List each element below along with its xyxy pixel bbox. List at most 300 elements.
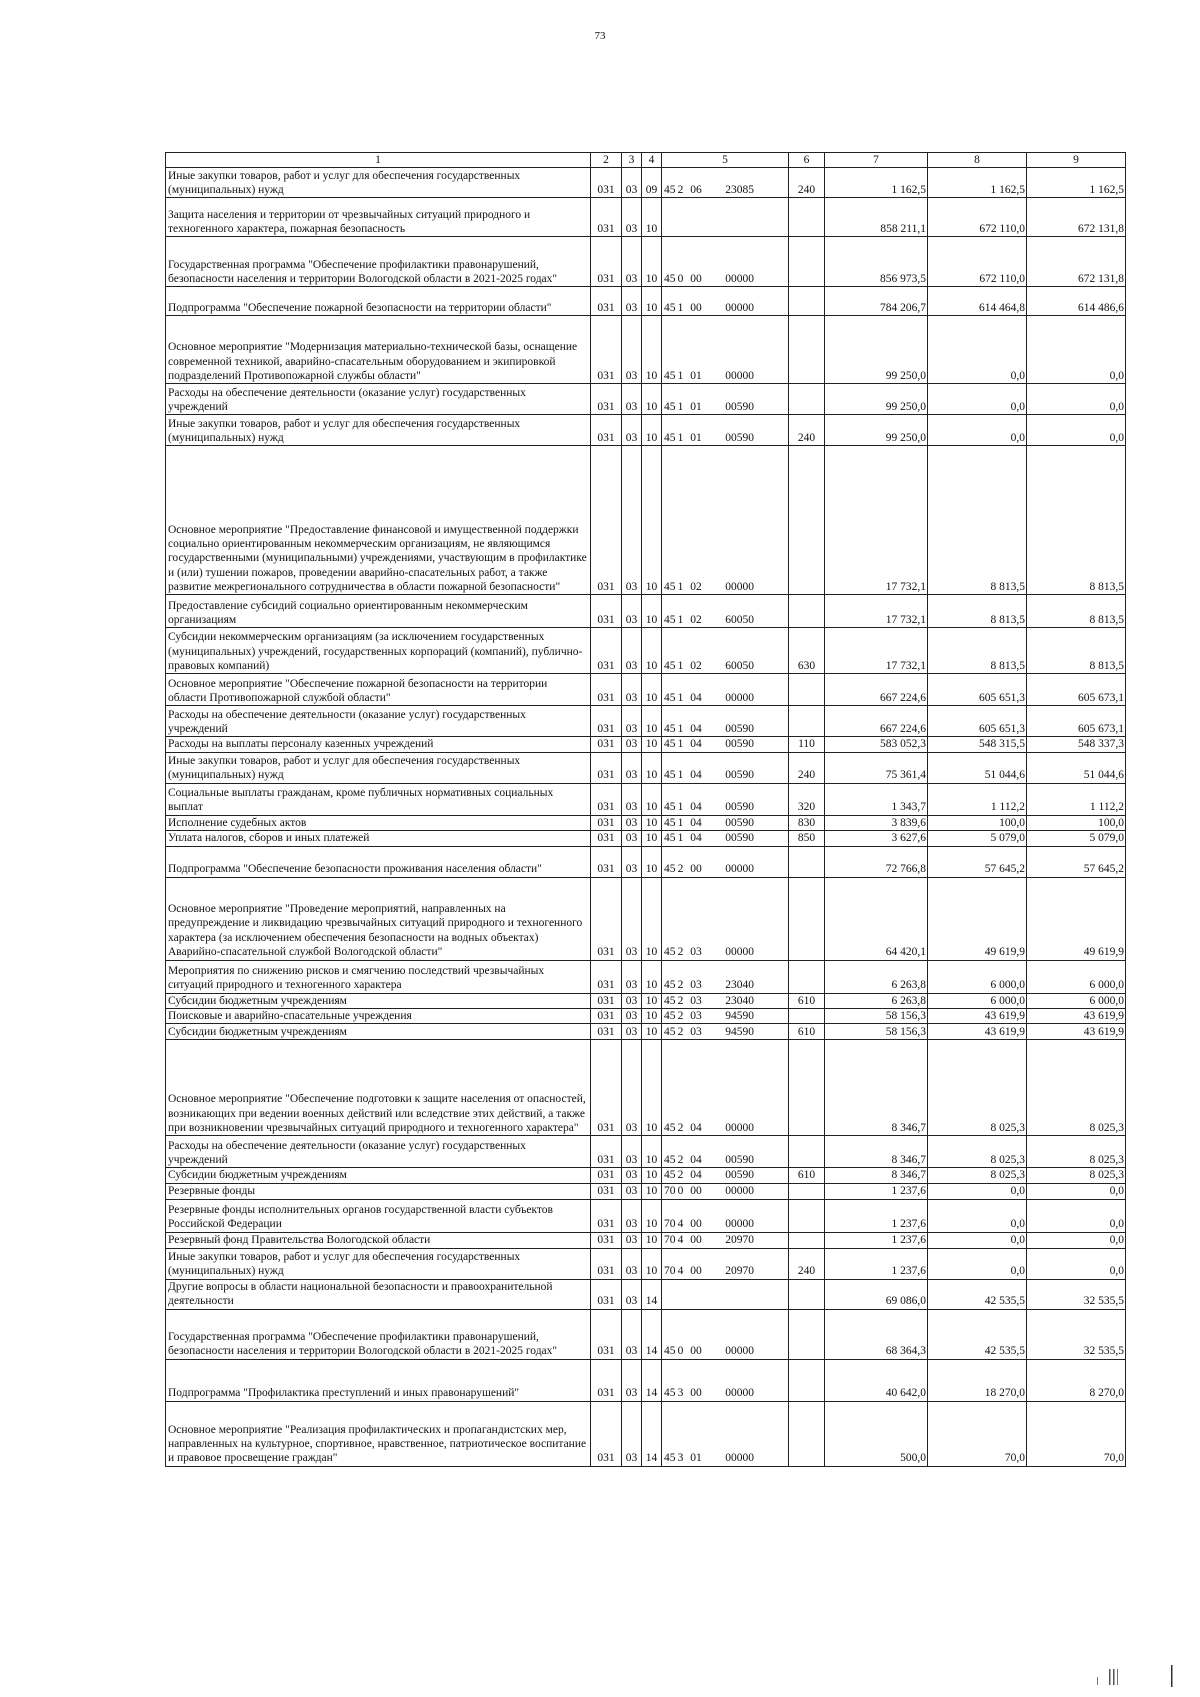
amount-col9: 1 112,2 bbox=[1027, 783, 1126, 815]
amount-col9: 70,0 bbox=[1027, 1401, 1126, 1466]
target-code bbox=[662, 1168, 789, 1183]
target-direction: 23085 bbox=[725, 184, 754, 196]
target-event: 00 bbox=[690, 1234, 702, 1247]
admin-code: 031 bbox=[591, 1136, 622, 1168]
expense-type-code bbox=[789, 1232, 825, 1248]
admin-code: 031 bbox=[591, 595, 622, 628]
target-program: 45 bbox=[664, 994, 676, 1007]
target-event: 03 bbox=[690, 1025, 702, 1038]
section-code: 03 bbox=[622, 1279, 642, 1309]
row-name: Социальные выплаты гражданам, кроме публичных нормативных социальных выплат bbox=[166, 783, 591, 815]
amount-col9: 8 813,5 bbox=[1027, 628, 1126, 674]
section-code: 03 bbox=[622, 846, 642, 877]
column-header: 4 bbox=[642, 153, 662, 168]
target-event: 02 bbox=[690, 660, 702, 672]
target-code bbox=[662, 1309, 789, 1359]
target-event: 03 bbox=[690, 946, 702, 959]
table-row bbox=[166, 960, 1126, 993]
column-header: 1 bbox=[166, 153, 591, 168]
admin-code: 031 bbox=[591, 287, 622, 316]
target-subprogram: 1 bbox=[677, 801, 684, 814]
admin-code: 031 bbox=[591, 1040, 622, 1136]
target-direction: 23040 bbox=[725, 979, 754, 992]
expense-type-code: 240 bbox=[789, 415, 825, 446]
section-code: 03 bbox=[622, 1359, 642, 1401]
expense-type-code: 630 bbox=[789, 628, 825, 674]
table-row bbox=[166, 1248, 1126, 1279]
amount-col8: 0,0 bbox=[928, 384, 1027, 415]
admin-code: 031 bbox=[591, 815, 622, 830]
row-name: Иные закупки товаров, работ и услуг для обеспечения государственных (муниципальных) нужд bbox=[166, 168, 591, 198]
target-subprogram: 2 bbox=[677, 184, 684, 196]
target-program: 45 bbox=[664, 660, 676, 672]
amount-col7: 40 642,0 bbox=[825, 1359, 928, 1401]
amount-col8: 51 044,6 bbox=[928, 752, 1027, 783]
table-row bbox=[166, 783, 1126, 815]
column-header: 3 bbox=[622, 153, 642, 168]
amount-col8: 0,0 bbox=[928, 1183, 1027, 1199]
section-code: 03 bbox=[622, 1232, 642, 1248]
table-row bbox=[166, 1136, 1126, 1168]
amount-col8: 43 619,9 bbox=[928, 1008, 1027, 1023]
table-row bbox=[166, 446, 1126, 595]
section-code: 03 bbox=[622, 1040, 642, 1136]
amount-col9: 0,0 bbox=[1027, 415, 1126, 446]
row-name: Уплата налогов, сборов и иных платежей bbox=[166, 831, 591, 846]
amount-col7: 6 263,8 bbox=[825, 960, 928, 993]
admin-code: 031 bbox=[591, 237, 622, 287]
admin-code: 031 bbox=[591, 877, 622, 960]
target-program: 45 bbox=[664, 723, 676, 735]
target-code bbox=[662, 993, 789, 1008]
amount-col7: 17 732,1 bbox=[825, 628, 928, 674]
target-subprogram: 1 bbox=[677, 370, 684, 382]
amount-col7: 583 052,3 bbox=[825, 737, 928, 752]
admin-code: 031 bbox=[591, 1359, 622, 1401]
amount-col9: 0,0 bbox=[1027, 384, 1126, 415]
amount-col7: 75 361,4 bbox=[825, 752, 928, 783]
amount-col7: 667 224,6 bbox=[825, 674, 928, 706]
amount-col7: 99 250,0 bbox=[825, 415, 928, 446]
section-code: 03 bbox=[622, 384, 642, 415]
section-code: 03 bbox=[622, 706, 642, 737]
column-header: 5 bbox=[662, 153, 789, 168]
amount-col7: 6 263,8 bbox=[825, 993, 928, 1008]
row-name: Мероприятия по снижению рисков и смягчению последствий чрезвычайных ситуаций природного и техногенного характера bbox=[166, 960, 591, 993]
table-row bbox=[166, 1232, 1126, 1248]
target-program: 45 bbox=[664, 1009, 676, 1022]
target-program: 45 bbox=[664, 302, 676, 314]
target-program: 45 bbox=[664, 1345, 676, 1358]
amount-col7: 3 627,6 bbox=[825, 831, 928, 846]
row-name: Поисковые и аварийно-спасательные учреждения bbox=[166, 1008, 591, 1023]
target-direction: 20970 bbox=[725, 1234, 754, 1247]
amount-col8: 8 025,3 bbox=[928, 1168, 1027, 1183]
target-event: 04 bbox=[690, 801, 702, 814]
target-subprogram: 1 bbox=[677, 614, 684, 626]
target-subprogram: 2 bbox=[677, 863, 684, 876]
target-direction: 00590 bbox=[725, 401, 754, 413]
table-row bbox=[166, 877, 1126, 960]
target-direction: 00590 bbox=[725, 801, 754, 814]
target-direction: 00000 bbox=[725, 1121, 754, 1134]
admin-code: 031 bbox=[591, 993, 622, 1008]
target-subprogram: 1 bbox=[677, 832, 684, 845]
table-row bbox=[166, 1183, 1126, 1199]
section-code: 03 bbox=[622, 168, 642, 198]
target-code bbox=[662, 1040, 789, 1136]
amount-col9: 6 000,0 bbox=[1027, 993, 1126, 1008]
target-code bbox=[662, 1008, 789, 1023]
target-code bbox=[662, 316, 789, 384]
target-program: 45 bbox=[664, 273, 676, 285]
subsection-code: 14 bbox=[642, 1401, 662, 1466]
subsection-code: 14 bbox=[642, 1279, 662, 1309]
amount-col7: 99 250,0 bbox=[825, 384, 928, 415]
admin-code: 031 bbox=[591, 1248, 622, 1279]
amount-col7: 1 237,6 bbox=[825, 1183, 928, 1199]
amount-col7: 667 224,6 bbox=[825, 706, 928, 737]
amount-col9: 100,0 bbox=[1027, 815, 1126, 830]
target-subprogram: 1 bbox=[677, 660, 684, 672]
amount-col7: 68 364,3 bbox=[825, 1309, 928, 1359]
target-subprogram: 2 bbox=[677, 1121, 684, 1134]
expense-type-code bbox=[789, 1183, 825, 1199]
table-row bbox=[166, 316, 1126, 384]
amount-col8: 8 813,5 bbox=[928, 446, 1027, 595]
amount-col7: 856 973,5 bbox=[825, 237, 928, 287]
subsection-code: 14 bbox=[642, 1359, 662, 1401]
subsection-code: 10 bbox=[642, 706, 662, 737]
amount-col9: 0,0 bbox=[1027, 1248, 1126, 1279]
row-name: Иные закупки товаров, работ и услуг для обеспечения государственных (муниципальных) нужд bbox=[166, 415, 591, 446]
target-code bbox=[662, 168, 789, 198]
amount-col7: 58 156,3 bbox=[825, 1024, 928, 1040]
row-name: Расходы на выплаты персоналу казенных учреждений bbox=[166, 737, 591, 752]
target-event: 01 bbox=[690, 401, 702, 413]
table-row bbox=[166, 1008, 1126, 1023]
subsection-code: 10 bbox=[642, 960, 662, 993]
target-event: 01 bbox=[690, 1452, 702, 1465]
row-name: Иные закупки товаров, работ и услуг для обеспечения государственных (муниципальных) нужд bbox=[166, 752, 591, 783]
amount-col9: 32 535,5 bbox=[1027, 1309, 1126, 1359]
row-name: Основное мероприятие "Проведение мероприятий, направленных на предупреждение и ликвидацию чрезвычайных ситуаций природного и техногенного характера (за исключением обеспечения безопасности на водных объектах) Аварийно-спасательной службой Вологодской области" bbox=[166, 877, 591, 960]
target-program: 45 bbox=[664, 432, 676, 444]
amount-col7: 58 156,3 bbox=[825, 1008, 928, 1023]
subsection-code: 10 bbox=[642, 1024, 662, 1040]
target-direction: 60050 bbox=[725, 614, 754, 626]
amount-col8: 0,0 bbox=[928, 1199, 1027, 1232]
amount-col9: 6 000,0 bbox=[1027, 960, 1126, 993]
table-row bbox=[166, 198, 1126, 237]
amount-col9: 0,0 bbox=[1027, 1183, 1126, 1199]
target-subprogram: 1 bbox=[677, 816, 684, 829]
row-name: Субсидии некоммерческим организациям (за исключением государственных (муниципальных) учреждений, государственных корпораций (компаний), публично-правовых компаний) bbox=[166, 628, 591, 674]
target-code bbox=[662, 1232, 789, 1248]
expense-type-code bbox=[789, 1040, 825, 1136]
section-code: 03 bbox=[622, 1183, 642, 1199]
subsection-code: 10 bbox=[642, 1183, 662, 1199]
amount-col8: 42 535,5 bbox=[928, 1279, 1027, 1309]
expense-type-code bbox=[789, 384, 825, 415]
subsection-code: 10 bbox=[642, 737, 662, 752]
expense-type-code: 610 bbox=[789, 1168, 825, 1183]
subsection-code: 10 bbox=[642, 815, 662, 830]
row-name: Субсидии бюджетным учреждениям bbox=[166, 993, 591, 1008]
table-row bbox=[166, 706, 1126, 737]
target-event: 01 bbox=[690, 432, 702, 444]
section-code: 03 bbox=[622, 831, 642, 846]
expense-type-code bbox=[789, 1199, 825, 1232]
section-code: 03 bbox=[622, 1136, 642, 1168]
amount-col8: 5 079,0 bbox=[928, 831, 1027, 846]
row-name: Основное мероприятие "Модернизация материально-технической базы, оснащение современной техникой, аварийно-спасательным оборудованием и экипировкой подразделений Противопожарной службы области" bbox=[166, 316, 591, 384]
amount-col9: 51 044,6 bbox=[1027, 752, 1126, 783]
amount-col8: 18 270,0 bbox=[928, 1359, 1027, 1401]
column-header: 6 bbox=[789, 153, 825, 168]
admin-code: 031 bbox=[591, 737, 622, 752]
subsection-code: 10 bbox=[642, 1040, 662, 1136]
table-row bbox=[166, 1040, 1126, 1136]
target-direction: 00000 bbox=[725, 1452, 754, 1465]
section-code: 03 bbox=[622, 628, 642, 674]
target-code bbox=[662, 752, 789, 783]
table-row bbox=[166, 168, 1126, 198]
expense-type-code bbox=[789, 1008, 825, 1023]
target-subprogram: 1 bbox=[677, 692, 684, 704]
target-event: 01 bbox=[690, 370, 702, 382]
target-code bbox=[662, 846, 789, 877]
admin-code: 031 bbox=[591, 1232, 622, 1248]
expense-type-code: 110 bbox=[789, 737, 825, 752]
amount-col9: 1 162,5 bbox=[1027, 168, 1126, 198]
target-direction: 94590 bbox=[725, 1025, 754, 1038]
target-subprogram: 2 bbox=[677, 1169, 684, 1182]
target-event: 04 bbox=[690, 816, 702, 829]
row-name: Расходы на обеспечение деятельности (оказание услуг) государственных учреждений bbox=[166, 384, 591, 415]
amount-col7: 17 732,1 bbox=[825, 446, 928, 595]
table-row bbox=[166, 993, 1126, 1008]
target-direction: 00590 bbox=[725, 816, 754, 829]
subsection-code: 10 bbox=[642, 1199, 662, 1232]
amount-col7: 8 346,7 bbox=[825, 1168, 928, 1183]
row-name: Расходы на обеспечение деятельности (оказание услуг) государственных учреждений bbox=[166, 1136, 591, 1168]
expense-type-code bbox=[789, 1359, 825, 1401]
target-program: 45 bbox=[664, 581, 676, 593]
amount-col8: 70,0 bbox=[928, 1401, 1027, 1466]
target-program: 45 bbox=[664, 1452, 676, 1465]
target-code bbox=[662, 415, 789, 446]
table-row bbox=[166, 1401, 1126, 1466]
target-subprogram: 2 bbox=[677, 1025, 684, 1038]
row-name: Государственная программа "Обеспечение профилактики правонарушений, безопасности населения и территории Вологодской области в 2021-2025 годах" bbox=[166, 1309, 591, 1359]
target-code bbox=[662, 237, 789, 287]
column-number-row bbox=[166, 153, 1126, 168]
table-row bbox=[166, 815, 1126, 830]
target-event: 04 bbox=[690, 692, 702, 704]
row-name: Предоставление субсидий социально ориентированным некоммерческим организациям bbox=[166, 595, 591, 628]
section-code: 03 bbox=[622, 1309, 642, 1359]
target-subprogram: 1 bbox=[677, 723, 684, 735]
target-program: 45 bbox=[664, 946, 676, 959]
target-subprogram: 1 bbox=[677, 769, 684, 782]
target-direction: 00000 bbox=[725, 1185, 754, 1198]
amount-col7: 1 237,6 bbox=[825, 1232, 928, 1248]
amount-col9: 49 619,9 bbox=[1027, 877, 1126, 960]
amount-col9: 0,0 bbox=[1027, 1199, 1126, 1232]
amount-col7: 17 732,1 bbox=[825, 595, 928, 628]
section-code: 03 bbox=[622, 815, 642, 830]
table-row bbox=[166, 1024, 1126, 1040]
admin-code: 031 bbox=[591, 831, 622, 846]
amount-col8: 0,0 bbox=[928, 316, 1027, 384]
admin-code: 031 bbox=[591, 446, 622, 595]
table-row bbox=[166, 1199, 1126, 1232]
target-program: 45 bbox=[664, 769, 676, 782]
target-program: 45 bbox=[664, 1121, 676, 1134]
section-code: 03 bbox=[622, 316, 642, 384]
subsection-code: 14 bbox=[642, 1309, 662, 1359]
expense-type-code: 240 bbox=[789, 752, 825, 783]
amount-col8: 0,0 bbox=[928, 415, 1027, 446]
target-direction: 60050 bbox=[725, 660, 754, 672]
target-program: 70 bbox=[664, 1265, 676, 1278]
target-direction: 00000 bbox=[725, 1218, 754, 1231]
target-program: 45 bbox=[664, 1169, 676, 1182]
admin-code: 031 bbox=[591, 1183, 622, 1199]
admin-code: 031 bbox=[591, 706, 622, 737]
target-code bbox=[662, 384, 789, 415]
target-code bbox=[662, 1183, 789, 1199]
target-code bbox=[662, 1401, 789, 1466]
section-code: 03 bbox=[622, 1401, 642, 1466]
target-program: 45 bbox=[664, 832, 676, 845]
amount-col7: 64 420,1 bbox=[825, 877, 928, 960]
expense-type-code bbox=[789, 446, 825, 595]
section-code: 03 bbox=[622, 783, 642, 815]
table-row bbox=[166, 752, 1126, 783]
subsection-code: 10 bbox=[642, 198, 662, 237]
target-event: 04 bbox=[690, 1121, 702, 1134]
expense-type-code bbox=[789, 674, 825, 706]
target-event: 00 bbox=[690, 302, 702, 314]
section-code: 03 bbox=[622, 993, 642, 1008]
section-code: 03 bbox=[622, 237, 642, 287]
target-event: 00 bbox=[690, 1185, 702, 1198]
target-direction: 00590 bbox=[725, 723, 754, 735]
subsection-code: 10 bbox=[642, 446, 662, 595]
admin-code: 031 bbox=[591, 628, 622, 674]
expense-type-code bbox=[789, 1279, 825, 1309]
table-row bbox=[166, 595, 1126, 628]
table-row bbox=[166, 287, 1126, 316]
target-event: 02 bbox=[690, 614, 702, 626]
expense-type-code bbox=[789, 846, 825, 877]
target-direction: 00000 bbox=[725, 581, 754, 593]
table-header bbox=[166, 153, 1126, 168]
target-event: 02 bbox=[690, 581, 702, 593]
target-subprogram: 0 bbox=[677, 1185, 684, 1198]
amount-col8: 8 813,5 bbox=[928, 628, 1027, 674]
budget-table bbox=[165, 152, 1126, 1467]
target-direction: 00000 bbox=[725, 692, 754, 704]
table-row bbox=[166, 831, 1126, 846]
target-event: 00 bbox=[690, 273, 702, 285]
subsection-code: 10 bbox=[642, 846, 662, 877]
target-program: 45 bbox=[664, 1387, 676, 1400]
admin-code: 031 bbox=[591, 415, 622, 446]
expense-type-code bbox=[789, 595, 825, 628]
row-name: Субсидии бюджетным учреждениям bbox=[166, 1024, 591, 1040]
expense-type-code bbox=[789, 1309, 825, 1359]
amount-col8: 672 110,0 bbox=[928, 237, 1027, 287]
target-program: 45 bbox=[664, 979, 676, 992]
admin-code: 031 bbox=[591, 168, 622, 198]
subsection-code: 10 bbox=[642, 993, 662, 1008]
amount-col7: 1 162,5 bbox=[825, 168, 928, 198]
amount-col7: 8 346,7 bbox=[825, 1040, 928, 1136]
amount-col9: 43 619,9 bbox=[1027, 1024, 1126, 1040]
row-name: Основное мероприятие "Предоставление финансовой и имущественной поддержки социально ориентированным некоммерческим организациям, не являющимся государственными (муниципальными) учреждениями, участвующим в профилактике и (или) тушении пожаров, проведении аварийно-спасательных работ, а также развитие межрегионального сотрудничества в области пожарной безопасности" bbox=[166, 446, 591, 595]
amount-col7: 8 346,7 bbox=[825, 1136, 928, 1168]
amount-col9: 32 535,5 bbox=[1027, 1279, 1126, 1309]
section-code: 03 bbox=[622, 960, 642, 993]
target-program: 45 bbox=[664, 614, 676, 626]
row-name: Резервные фонды исполнительных органов государственной власти субъектов Российской Федерации bbox=[166, 1199, 591, 1232]
target-direction: 00590 bbox=[725, 1153, 754, 1166]
target-subprogram: 2 bbox=[677, 946, 684, 959]
amount-col7: 72 766,8 bbox=[825, 846, 928, 877]
target-code bbox=[662, 1024, 789, 1040]
column-header: 8 bbox=[928, 153, 1027, 168]
target-event: 00 bbox=[690, 1345, 702, 1358]
amount-col9: 8 025,3 bbox=[1027, 1168, 1126, 1183]
section-code: 03 bbox=[622, 198, 642, 237]
target-code bbox=[662, 737, 789, 752]
expense-type-code: 830 bbox=[789, 815, 825, 830]
section-code: 03 bbox=[622, 877, 642, 960]
admin-code: 031 bbox=[591, 1401, 622, 1466]
target-program: 45 bbox=[664, 401, 676, 413]
target-direction: 00590 bbox=[725, 738, 754, 751]
target-direction: 00590 bbox=[725, 769, 754, 782]
expense-type-code bbox=[789, 287, 825, 316]
amount-col9: 605 673,1 bbox=[1027, 674, 1126, 706]
table-row bbox=[166, 1168, 1126, 1183]
target-direction: 00590 bbox=[725, 832, 754, 845]
target-program: 45 bbox=[664, 863, 676, 876]
target-program: 45 bbox=[664, 816, 676, 829]
table-row bbox=[166, 1359, 1126, 1401]
target-subprogram: 2 bbox=[677, 979, 684, 992]
amount-col8: 605 651,3 bbox=[928, 706, 1027, 737]
amount-col9: 0,0 bbox=[1027, 316, 1126, 384]
column-header: 9 bbox=[1027, 153, 1126, 168]
amount-col8: 614 464,8 bbox=[928, 287, 1027, 316]
row-name: Основное мероприятие "Обеспечение подготовки к защите населения от опасностей, возникающих при ведении военных действий или вследствие этих действий, а также при возникновении чрезвычайных ситуаций природного и техногенного характера" bbox=[166, 1040, 591, 1136]
subsection-code: 10 bbox=[642, 595, 662, 628]
target-event: 00 bbox=[690, 1387, 702, 1400]
target-program: 45 bbox=[664, 801, 676, 814]
target-subprogram: 4 bbox=[677, 1218, 684, 1231]
expense-type-code: 610 bbox=[789, 993, 825, 1008]
subsection-code: 10 bbox=[642, 1168, 662, 1183]
target-direction: 00000 bbox=[725, 946, 754, 959]
target-event: 04 bbox=[690, 1153, 702, 1166]
amount-col9: 43 619,9 bbox=[1027, 1008, 1126, 1023]
expense-type-code bbox=[789, 1136, 825, 1168]
admin-code: 031 bbox=[591, 1309, 622, 1359]
